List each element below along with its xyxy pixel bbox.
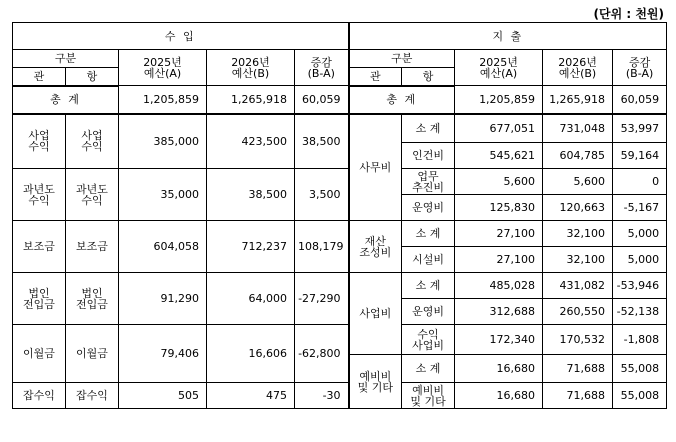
income-hang: 이월금 — [66, 325, 119, 383]
income-total-label: 총 계 — [13, 86, 119, 114]
total-row — [13, 86, 667, 114]
income-2026: 16,606 — [207, 325, 295, 383]
table-row — [13, 273, 667, 299]
expense-2025: 312,688 — [455, 299, 543, 325]
expense-gubun-header: 구분 — [349, 50, 455, 68]
income-gwan: 과년도 수익 — [13, 169, 66, 221]
income-diff: -30 — [295, 383, 349, 409]
expense-2025: 125,830 — [455, 195, 543, 221]
expense-diff: 5,000 — [613, 221, 667, 247]
income-gwan: 법인 전입금 — [13, 273, 66, 325]
income-diff: -27,290 — [295, 273, 349, 325]
expense-hang: 소 계 — [402, 355, 455, 383]
expense-hang: 소 계 — [402, 114, 455, 143]
expense-2026: 5,600 — [543, 169, 613, 195]
expense-hang-header: 항 — [402, 68, 455, 86]
income-header: 수 입 — [13, 23, 349, 50]
expense-2025: 485,028 — [455, 273, 543, 299]
expense-diff: -1,808 — [613, 325, 667, 355]
income-2025: 385,000 — [119, 114, 207, 169]
income-gwan: 잡수익 — [13, 383, 66, 409]
expense-2025: 5,600 — [455, 169, 543, 195]
expense-total-2025: 1,205,859 — [455, 86, 543, 114]
income-total-2025: 1,205,859 — [119, 86, 207, 114]
expense-diff: 55,008 — [613, 355, 667, 383]
table-row — [13, 221, 667, 247]
expense-hang: 예비비 및 기타 — [402, 383, 455, 409]
income-diff-header: 증감 (B-A) — [295, 50, 349, 86]
expense-diff-header: 증감 (B-A) — [613, 50, 667, 86]
expense-2025: 16,680 — [455, 383, 543, 409]
expense-header: 지 출 — [349, 23, 667, 50]
table-row — [13, 169, 667, 195]
expense-diff: -52,138 — [613, 299, 667, 325]
table-row — [13, 383, 667, 409]
expense-2026-header: 2026년 예산(B) — [543, 50, 613, 86]
income-2026-header: 2026년 예산(B) — [207, 50, 295, 86]
income-2025: 505 — [119, 383, 207, 409]
expense-hang: 인건비 — [402, 143, 455, 169]
expense-total-2026: 1,265,918 — [543, 86, 613, 114]
expense-2026: 71,688 — [543, 383, 613, 409]
income-hang: 법인 전입금 — [66, 273, 119, 325]
expense-2026: 120,663 — [543, 195, 613, 221]
expense-hang: 시설비 — [402, 247, 455, 273]
expense-gwan: 사무비 — [349, 114, 402, 221]
expense-2026: 170,532 — [543, 325, 613, 355]
expense-gwan: 재산 조성비 — [349, 221, 402, 273]
expense-total-label: 총 계 — [349, 86, 455, 114]
budget-table — [12, 22, 667, 409]
expense-2026: 32,100 — [543, 247, 613, 273]
expense-hang: 운영비 — [402, 299, 455, 325]
income-hang: 사업 수익 — [66, 114, 119, 169]
expense-2026: 431,082 — [543, 273, 613, 299]
expense-gwan-header: 관 — [349, 68, 402, 86]
income-2026: 475 — [207, 383, 295, 409]
expense-hang: 운영비 — [402, 195, 455, 221]
expense-diff: 53,997 — [613, 114, 667, 143]
income-hang: 잡수익 — [66, 383, 119, 409]
expense-2025: 677,051 — [455, 114, 543, 143]
unit-label: (단위 : 천원) — [593, 7, 664, 21]
expense-2026: 604,785 — [543, 143, 613, 169]
expense-2026: 260,550 — [543, 299, 613, 325]
income-total-diff: 60,059 — [295, 86, 349, 114]
expense-2025: 27,100 — [455, 247, 543, 273]
income-diff: 3,500 — [295, 169, 349, 221]
income-gwan: 사업 수익 — [13, 114, 66, 169]
expense-diff: -53,946 — [613, 273, 667, 299]
income-gwan: 보조금 — [13, 221, 66, 273]
table-row — [13, 325, 667, 355]
income-2025: 604,058 — [119, 221, 207, 273]
expense-diff: 0 — [613, 169, 667, 195]
income-diff: 38,500 — [295, 114, 349, 169]
income-2025-header: 2025년 예산(A) — [119, 50, 207, 86]
expense-2026: 32,100 — [543, 221, 613, 247]
expense-diff: 5,000 — [613, 247, 667, 273]
income-2026: 38,500 — [207, 169, 295, 221]
expense-hang: 수익 사업비 — [402, 325, 455, 355]
expense-hang: 업무 추진비 — [402, 169, 455, 195]
income-2026: 423,500 — [207, 114, 295, 169]
expense-2025: 172,340 — [455, 325, 543, 355]
income-gubun-header: 구분 — [13, 50, 119, 68]
income-gwan: 이월금 — [13, 325, 66, 383]
income-diff: -62,800 — [295, 325, 349, 383]
income-total-2026: 1,265,918 — [207, 86, 295, 114]
income-2025: 79,406 — [119, 325, 207, 383]
income-diff: 108,179 — [295, 221, 349, 273]
expense-2026: 731,048 — [543, 114, 613, 143]
expense-2025: 545,621 — [455, 143, 543, 169]
expense-gwan: 사업비 — [349, 273, 402, 355]
expense-gwan: 예비비 및 기타 — [349, 355, 402, 409]
table-row — [13, 114, 667, 143]
expense-total-diff: 60,059 — [613, 86, 667, 114]
expense-hang: 소 계 — [402, 221, 455, 247]
expense-2025: 16,680 — [455, 355, 543, 383]
income-2026: 712,237 — [207, 221, 295, 273]
header-row-section — [13, 23, 667, 50]
income-gwan-header: 관 — [13, 68, 66, 86]
income-hang: 보조금 — [66, 221, 119, 273]
income-2025: 35,000 — [119, 169, 207, 221]
expense-2025-header: 2025년 예산(A) — [455, 50, 543, 86]
expense-diff: -5,167 — [613, 195, 667, 221]
expense-2025: 27,100 — [455, 221, 543, 247]
income-2026: 64,000 — [207, 273, 295, 325]
header-row-gubun — [13, 50, 667, 68]
expense-diff: 59,164 — [613, 143, 667, 169]
expense-2026: 71,688 — [543, 355, 613, 383]
income-hang: 과년도 수익 — [66, 169, 119, 221]
income-2025: 91,290 — [119, 273, 207, 325]
expense-diff: 55,008 — [613, 383, 667, 409]
income-hang-header: 항 — [66, 68, 119, 86]
expense-hang: 소 계 — [402, 273, 455, 299]
